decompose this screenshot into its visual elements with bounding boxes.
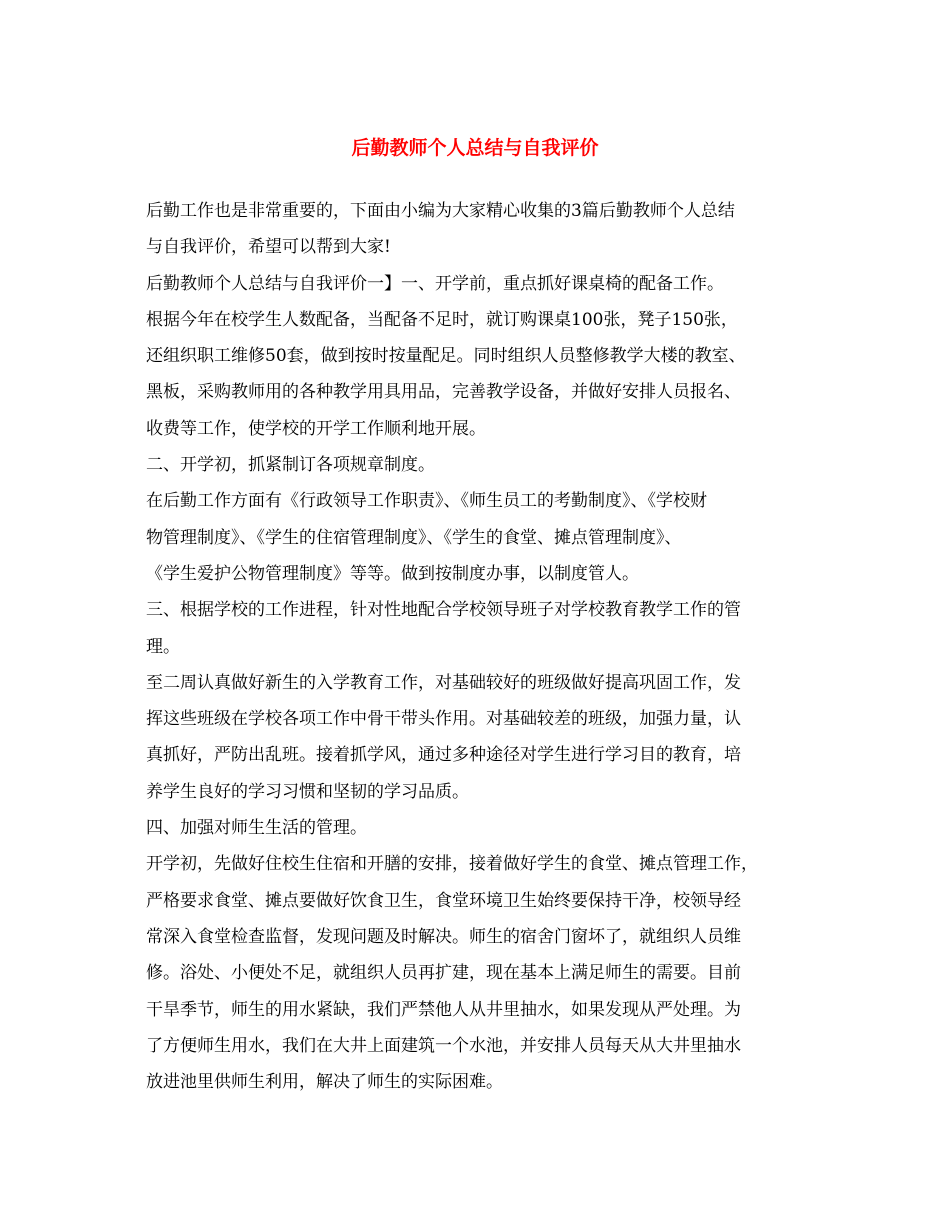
body-line: 养学生良好的学习习惯和坚韧的学习品质。: [146, 781, 469, 802]
section-heading: 三、根据学校的工作进程，针对性地配合学校领导班子对学校教育教学工作的管: [146, 600, 741, 621]
body-line: 挥这些班级在学校各项工作中骨干带头作用。对基础较差的班级，加强力量，认: [146, 709, 741, 730]
body-line: 干旱季节，师生的用水紧缺，我们严禁他人从井里抽水，如果发现从严处理。为: [146, 999, 741, 1020]
body-line: 开学初，先做好住校生住宿和开膳的安排，接着做好学生的食堂、摊点管理工作，: [146, 854, 758, 875]
body-line: 物管理制度》、《学生的住宿管理制度》、《学生的食堂、摊点管理制度》、: [146, 527, 682, 548]
body-line: 放进池里供师生利用，解决了师生的实际困难。: [146, 1072, 503, 1093]
section-heading: 理。: [146, 636, 180, 657]
section-heading: 二、开学初，抓紧制订各项规章制度。: [146, 455, 435, 476]
body-line: 真抓好，严防出乱班。接着抓学风，通过多种途径对学生进行学习目的教育，培: [146, 745, 741, 766]
body-line: 黑板，采购教师用的各种教学用具用品，完善教学设备，并做好安排人员报名、: [146, 382, 741, 403]
body-line: 根据今年在校学生人数配备，当配备不足时，就订购课桌100张，凳子150张，: [146, 309, 738, 330]
body-line: 还组织职工维修50套，做到按时按量配足。同时组织人员整修教学大楼的教室、: [146, 346, 746, 367]
body-line: 后勤工作也是非常重要的，下面由小编为大家精心收集的3篇后勤教师个人总结: [146, 201, 735, 221]
body-line: 与自我评价，希望可以帮到大家!: [146, 237, 391, 258]
body-line: 《学生爱护公物管理制度》等等。做到按制度办事，以制度管人。: [146, 563, 639, 584]
body-line: 至二周认真做好新生的入学教育工作，对基础较好的班级做好提高巩固工作，发: [146, 672, 741, 693]
section-heading: 四、加强对师生生活的管理。: [146, 818, 367, 839]
body-line: 后勤教师个人总结与自我评价一】一、开学前，重点抓好课桌椅的配备工作。: [146, 273, 724, 294]
document-body: [146, 193, 811, 1100]
body-line: 收费等工作，使学校的开学工作顺利地开展。: [146, 418, 486, 439]
body-line: 严格要求食堂、摊点要做好饮食卫生，食堂环境卫生始终要保持干净，校领导经: [146, 890, 741, 911]
body-line: 在后勤工作方面有《行政领导工作职责》、《师生员工的考勤制度》、《学校财: [146, 491, 707, 512]
document-title: 后勤教师个人总结与自我评价: [351, 137, 599, 159]
body-line: 修。浴处、小便处不足，就组织人员再扩建，现在基本上满足师生的需要。目前: [146, 963, 741, 984]
body-line: 常深入食堂检查监督，发现问题及时解决。师生的宿舍门窗坏了，就组织人员维: [146, 926, 741, 947]
body-line: 了方便师生用水，我们在大井上面建筑一个水池，并安排人员每天从大井里抽水: [146, 1035, 741, 1056]
